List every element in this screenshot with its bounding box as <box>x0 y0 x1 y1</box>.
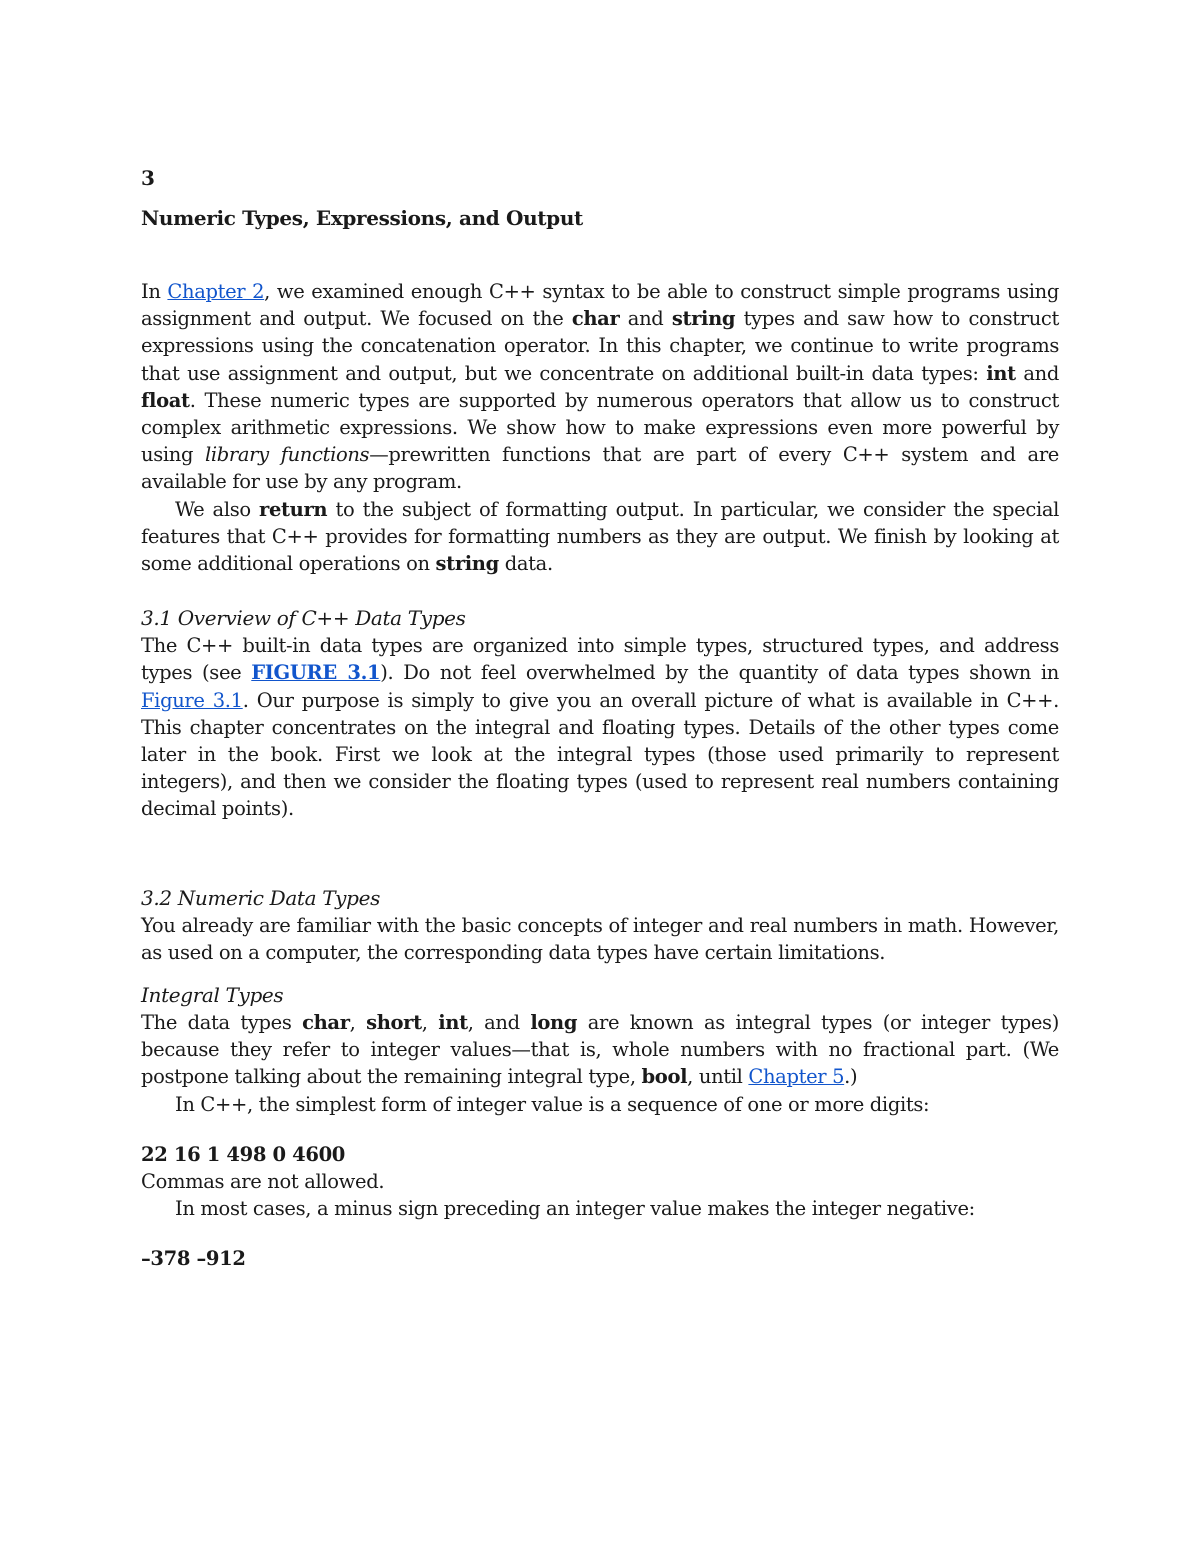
keyword-float: float <box>141 388 190 412</box>
keyword-string: string <box>435 552 499 576</box>
section-3-2-paragraph-2 <box>141 1009 1059 1091</box>
figure-3-1-link[interactable]: Figure 3.1 <box>141 688 243 712</box>
text-run: and <box>1015 361 1059 385</box>
text-run: , we examined enough C++ syntax to be able to construct simple programs using assignment and output. We focused on the <box>141 280 1059 331</box>
chapter-5-link[interactable]: Chapter 5 <box>748 1065 845 1089</box>
section-heading-3-1: 3.1 Overview of C++ Data Types <box>141 606 466 631</box>
section-heading-3-2: 3.2 Numeric Data Types <box>141 885 380 910</box>
text-run: .) <box>844 1065 858 1089</box>
text-run: ). Do not feel overwhelmed by the quantity of data types shown in <box>380 661 1059 685</box>
text-run: —prewritten functions that are part of every C++ system and are available for use by any program. <box>141 443 1059 494</box>
keyword-char: char <box>302 1011 350 1035</box>
text-run: to the subject of formatting output. In particular, we consider the special features that C++ provides for formatting numbers as they are output. We finish by looking at some additional operations on <box>141 497 1059 576</box>
keyword-short: short <box>366 1011 422 1035</box>
section-3-2-paragraph-4: Commas are not allowed. <box>141 1170 385 1194</box>
text-run: , and <box>467 1011 531 1035</box>
text-run: , <box>349 1011 367 1035</box>
text-run: The data types <box>141 1011 303 1035</box>
sub-heading-integral-types: Integral Types <box>141 983 284 1008</box>
integer-examples: 22 16 1 498 0 4600 <box>141 1142 346 1166</box>
chapter-title: Numeric Types, Expressions, and Output <box>141 206 583 230</box>
chapter-2-link[interactable]: Chapter 2 <box>167 280 265 303</box>
keyword-return: return <box>259 497 328 521</box>
text-run: , until <box>687 1065 749 1089</box>
section-3-2-paragraph-1: You already are familiar with the basic concepts of integer and real numbers in math. However, as used on a computer, the corresponding data types have certain limitations. <box>141 913 1059 964</box>
text-run: . Our purpose is simply to give you an overall picture of what is available in C++. This chapter concentrates on the integral and floating types. Details of the other types come later in the book. First we look at the integral types (those used primarily to represent integers), and then we consider the floating types (used to represent real numbers containing decimal points). <box>141 688 1059 821</box>
text-run: We also <box>175 497 260 521</box>
text-run: , <box>421 1011 439 1035</box>
text-run: types and saw how to construct expressions using the concatenation operator. In this chapter, we continue to write programs that use assignment and output, but we concentrate on additional built-in data types: <box>141 307 1059 385</box>
section-3-2-paragraph-3: In C++, the simplest form of integer value is a sequence of one or more digits: <box>175 1092 930 1116</box>
intro-paragraph-1 <box>141 278 1059 496</box>
text-run: data. <box>498 552 553 576</box>
text-run: are known as integral types (or integer types) because they refer to integer values—that is, whole numbers with no fractional part. (We postpone talking about the remaining integral type, <box>141 1011 1059 1089</box>
keyword-bool: bool <box>641 1065 688 1089</box>
section-3-1-paragraph <box>141 632 1059 822</box>
text-run: The C++ built-in data types are organized into simple types, structured types, and address types (see <box>141 634 1059 685</box>
keyword-char: char <box>571 307 620 331</box>
document-page <box>141 165 1059 1273</box>
figure-3-1-link-bold[interactable]: FIGURE 3.1 <box>251 661 381 685</box>
keyword-int: int <box>438 1011 468 1035</box>
intro-paragraph-2 <box>141 496 1059 578</box>
text-run: and <box>619 307 672 331</box>
keyword-long: long <box>530 1011 578 1035</box>
term-library-functions: library functions <box>205 443 370 467</box>
negative-integer-examples: –378 –912 <box>141 1247 246 1271</box>
section-3-2-paragraph-5: In most cases, a minus sign preceding an integer value makes the integer negative: <box>175 1197 975 1221</box>
text-run: In <box>141 280 168 303</box>
text-run: . These numeric types are supported by numerous operators that allow us to construct complex arithmetic expressions. We show how to make expressions even more powerful by using <box>141 388 1059 467</box>
keyword-string: string <box>671 307 736 331</box>
keyword-int: int <box>986 361 1016 385</box>
chapter-number: 3 <box>141 166 155 190</box>
